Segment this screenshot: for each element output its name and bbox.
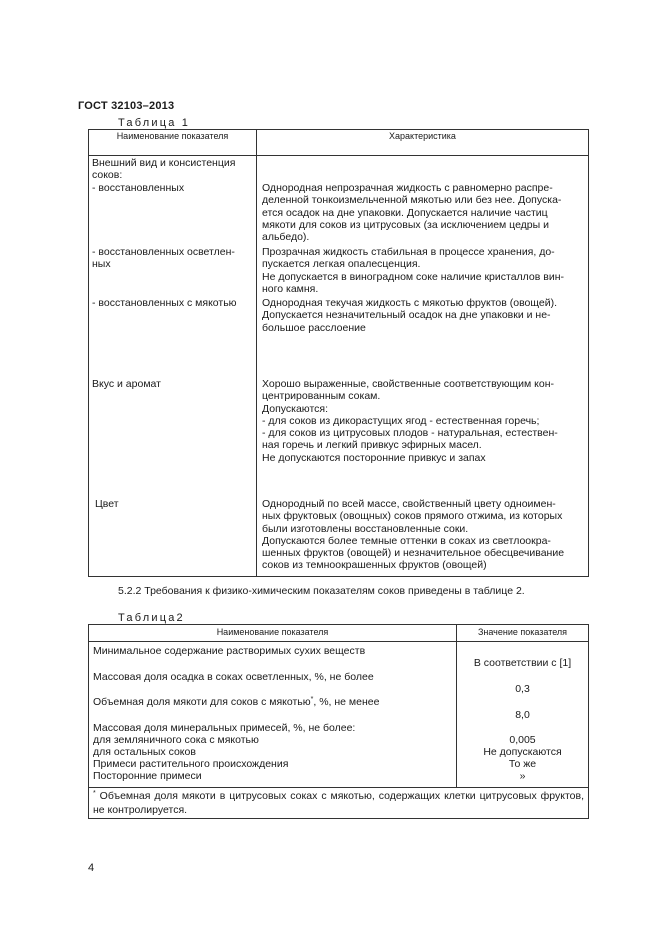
text-line: Однородная непрозрачная жидкость с равномерно распре- <box>262 182 553 194</box>
section-paragraph: 5.2.2 Требования к физико-химическим показателям соков приведены в таблице 2. <box>118 585 525 597</box>
text-line: ных <box>92 258 111 271</box>
document-header: ГОСТ 32103–2013 <box>78 100 175 112</box>
table2-row-name: Объемная доля мякоти для соков с мякотью*, %, не менее <box>93 696 380 708</box>
table1 <box>88 129 589 577</box>
table2-row-name: Массовая доля минеральных примесей, %, не более: <box>93 722 356 734</box>
table2-row-name: для земляничного сока с мякотью <box>93 734 259 746</box>
text-line: Однородный по всей массе, свойственный цвету одноимен- <box>262 498 556 510</box>
text-line: Однородная текучая жидкость с мякотью фруктов (овощей). <box>262 297 558 309</box>
table2-row-name: Массовая доля осадка в соках осветленных, %, не более <box>93 671 374 683</box>
table2-row-value: 0,3 <box>515 683 530 695</box>
table2-row-name: Посторонние примеси <box>93 770 202 782</box>
table2-footnote: * Объемная доля мякоти в цитрусовых соках с мякотью, содержащих клетки цитрусовых фруктов, не контролируется. <box>93 790 584 816</box>
table2-col2-header: Значение показателя <box>477 627 568 637</box>
text-line: Не допускаются посторонние привкус и запах <box>262 451 486 464</box>
text-line: Допускаются: <box>262 402 328 415</box>
text-line: пускается легкая опалесценция. <box>262 258 421 271</box>
table1-row-label: Цвет <box>95 498 119 510</box>
table1-col2-header: Характеристика <box>389 131 456 141</box>
table2-row-value: 0,005 <box>509 734 536 746</box>
text-line: альбедо). <box>262 231 310 244</box>
text-line: Допускаются более темные оттенки в соках из светлоокра- <box>262 534 551 547</box>
table1-row-characteristic <box>262 297 586 334</box>
table2-col1-header: Наименование показателя <box>216 627 329 637</box>
text-line: ного камня. <box>262 282 319 295</box>
table1-row-characteristic <box>262 182 586 243</box>
text-line: Хорошо выраженные, свойственные соответствующим кон- <box>262 378 555 390</box>
table1-header-divider <box>89 155 588 156</box>
table2-row-name: для остальных соков <box>93 746 196 758</box>
text-line: большое расслоение <box>262 321 366 334</box>
text-line: Прозрачная жидкость стабильная в процессе хранения, до- <box>262 246 555 258</box>
table2-row-name: Примеси растительного происхождения <box>93 758 289 770</box>
text-line: ная горечь и легкий привкус эфирных масел. <box>262 439 482 452</box>
table1-row-label: - восстановленных <box>92 182 185 194</box>
text-line: - восстановленных осветлен- <box>92 246 235 258</box>
text-line: шенных фруктов (овощей) и незначительное обесцвечивание <box>262 547 565 560</box>
text-line: Не допускается в виноградном соке наличие кристаллов вин- <box>262 270 564 283</box>
text-line: ется осадок на дне упаковки. Допускается наличие частиц <box>262 206 548 219</box>
table2-row-value: То же <box>508 758 537 770</box>
table1-column-divider <box>256 130 257 576</box>
table2-row-value: » <box>519 770 526 782</box>
footnote-marker: * <box>93 790 96 797</box>
page-number: 4 <box>88 862 95 874</box>
table2-row-value: В соответствии с [1] <box>473 657 572 669</box>
table1-row-characteristic <box>262 378 586 464</box>
text-line: - для соков из цитрусовых плодов - натуральная, естествен- <box>262 427 558 440</box>
table2-caption: Таблица2 <box>118 612 185 624</box>
table2-row-name: Минимальное содержание растворимых сухих веществ <box>93 645 366 657</box>
table2 <box>88 624 589 819</box>
table1-row-characteristic <box>262 246 586 295</box>
text-line: соков из темноокрашенных фруктов (овощей) <box>262 559 487 572</box>
text-line: - для соков из дикорастущих ягод - естественная горечь; <box>262 414 540 427</box>
text-line: были изготовлены восстановленные соки. <box>262 522 469 535</box>
table1-col1-header: Наименование показателя <box>116 131 229 141</box>
text-line: центрированным сокам. <box>262 390 381 403</box>
table1-row-label: - восстановленных с мякотью <box>92 297 237 309</box>
text-line: деленной тонкоизмельченной мякотью или без нее. Допуска- <box>262 194 562 207</box>
table2-footnote-divider <box>89 787 588 788</box>
table2-row-value: 8,0 <box>515 709 530 721</box>
table1-row-label: Внешний вид и консистенция соков: <box>92 157 236 182</box>
table1-row-characteristic <box>262 498 586 572</box>
text-line: ных фруктовых (овощных) соков прямого отжима, из которых <box>262 510 563 523</box>
text-line: Допускается незначительный осадок на дне упаковки и не- <box>262 309 551 322</box>
table2-header-divider <box>89 641 588 642</box>
text-line: мякоти для соков из цитрусовых (за исключением цедры и <box>262 218 549 231</box>
table1-row-label: Вкус и аромат <box>92 378 161 390</box>
footnote-marker: * <box>310 696 314 703</box>
table1-caption: Таблица 1 <box>118 117 191 129</box>
table2-row-value: Не допускаются <box>483 746 562 758</box>
table1-row-label <box>92 246 252 271</box>
